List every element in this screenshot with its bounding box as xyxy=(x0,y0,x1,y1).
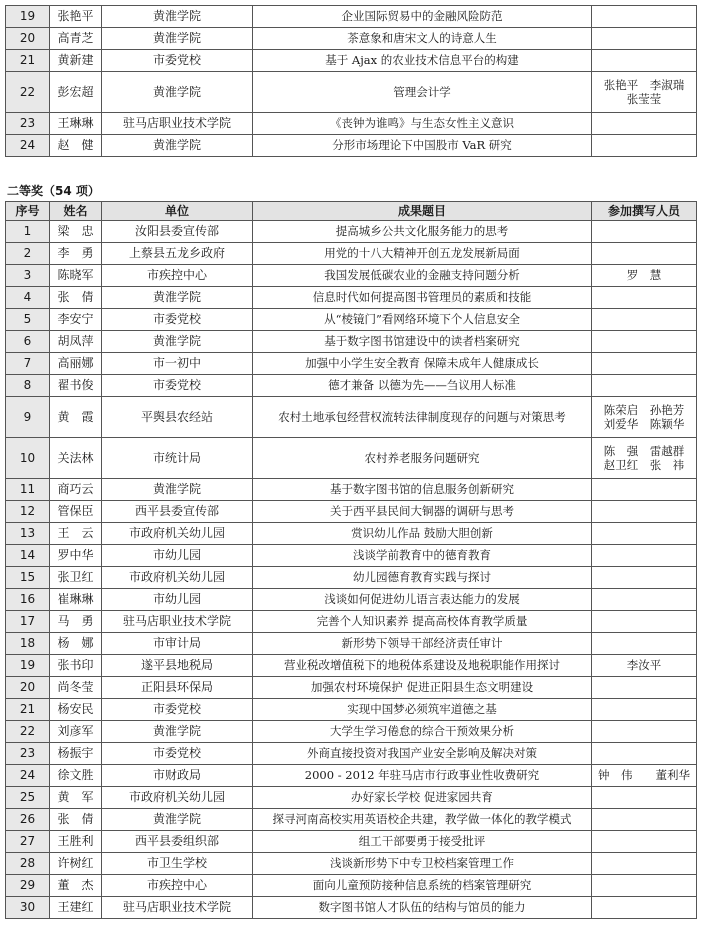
table-row xyxy=(6,809,697,831)
header-unit: 单位 xyxy=(102,202,253,221)
participants xyxy=(592,50,697,72)
work-title: 面向儿童预防接种信息系统的档案管理研究 xyxy=(253,875,592,897)
work-title: 营业税改增值税下的地税体系建设及地税职能作用探讨 xyxy=(253,655,592,677)
participants xyxy=(592,897,697,919)
row-number: 8 xyxy=(6,375,50,397)
work-title: 探寻河南高校实用英语校企共建，教学做一体化的教学模式 xyxy=(253,809,592,831)
row-number: 10 xyxy=(6,438,50,479)
author-unit: 平舆县农经站 xyxy=(102,397,253,438)
participant-line: 赵卫红 张 祎 xyxy=(603,458,685,472)
work-title: 企业国际贸易中的金融风险防范 xyxy=(253,6,592,28)
author-name: 马 勇 xyxy=(50,611,102,633)
author-unit: 黄淮学院 xyxy=(102,135,253,157)
author-name: 张书印 xyxy=(50,655,102,677)
table-row xyxy=(6,72,697,113)
author-unit: 市委党校 xyxy=(102,375,253,397)
header-name: 姓名 xyxy=(50,202,102,221)
participants xyxy=(592,831,697,853)
row-number: 22 xyxy=(6,72,50,113)
row-number: 7 xyxy=(6,353,50,375)
participant-line: 李汝平 xyxy=(626,658,662,673)
author-name: 陈晓军 xyxy=(50,265,102,287)
table-row xyxy=(6,135,697,157)
author-unit: 驻马店职业技术学院 xyxy=(102,113,253,135)
table-row xyxy=(6,243,697,265)
author-name: 刘彦军 xyxy=(50,721,102,743)
work-title: 组工干部要勇于接受批评 xyxy=(253,831,592,853)
work-title: 数字图书馆人才队伍的结构与馆员的能力 xyxy=(253,897,592,919)
participants xyxy=(592,479,697,501)
work-title: 加强中小学生安全教育 保障未成年人健康成长 xyxy=(253,353,592,375)
participant-line: 钟 伟 董利华 xyxy=(598,768,690,783)
author-name: 杨振宇 xyxy=(50,743,102,765)
row-number: 6 xyxy=(6,331,50,353)
row-number: 25 xyxy=(6,787,50,809)
table-row xyxy=(6,221,697,243)
participants xyxy=(592,809,697,831)
work-title: 新形势下领导干部经济责任审计 xyxy=(253,633,592,655)
participants xyxy=(592,287,697,309)
work-title: 浅谈新形势下中专卫校档案管理工作 xyxy=(253,853,592,875)
work-title: 基于数字图书馆建设中的读者档案研究 xyxy=(253,331,592,353)
author-unit: 驻马店职业技术学院 xyxy=(102,611,253,633)
participant-line: 陈荣启 孙艳芳 xyxy=(603,402,685,417)
author-unit: 市政府机关幼儿园 xyxy=(102,523,253,545)
participants xyxy=(592,699,697,721)
author-name: 胡凤萍 xyxy=(50,331,102,353)
participants xyxy=(592,331,697,353)
author-unit: 市统计局 xyxy=(102,438,253,479)
work-title: 《丧钟为谁鸣》与生态女性主义意识 xyxy=(253,113,592,135)
participant-line: 刘爱华 陈颖华 xyxy=(603,417,685,431)
author-name: 关法林 xyxy=(50,438,102,479)
author-unit: 黄淮学院 xyxy=(102,72,253,113)
table-row xyxy=(6,611,697,633)
header-participants: 参加撰写人员 xyxy=(592,202,697,221)
participants xyxy=(592,655,697,677)
author-unit: 市幼儿园 xyxy=(102,545,253,567)
row-number: 18 xyxy=(6,633,50,655)
work-title: 茶意象和唐宋文人的诗意人生 xyxy=(253,28,592,50)
participants xyxy=(592,875,697,897)
table-row xyxy=(6,331,697,353)
table-row xyxy=(6,765,697,787)
row-number: 17 xyxy=(6,611,50,633)
participants xyxy=(592,545,697,567)
table-row xyxy=(6,897,697,919)
author-name: 杨 娜 xyxy=(50,633,102,655)
row-number: 4 xyxy=(6,287,50,309)
author-name: 李安宁 xyxy=(50,309,102,331)
author-name: 彭宏超 xyxy=(50,72,102,113)
author-unit: 市审计局 xyxy=(102,633,253,655)
participants xyxy=(592,72,697,113)
author-unit: 西平县委宣传部 xyxy=(102,501,253,523)
second-prize-heading: 二等奖（54 项） xyxy=(7,184,100,198)
row-number: 22 xyxy=(6,721,50,743)
table-header-row xyxy=(6,202,697,221)
participants xyxy=(592,721,697,743)
author-name: 管保臣 xyxy=(50,501,102,523)
author-unit: 市幼儿园 xyxy=(102,589,253,611)
row-number: 14 xyxy=(6,545,50,567)
author-unit: 遂平县地税局 xyxy=(102,655,253,677)
table-row xyxy=(6,523,697,545)
award-table-first-prize-continued xyxy=(5,5,697,157)
author-name: 黄 军 xyxy=(50,787,102,809)
row-number: 30 xyxy=(6,897,50,919)
award-table-second-prize xyxy=(5,201,697,919)
author-name: 高青芝 xyxy=(50,28,102,50)
author-unit: 市政府机关幼儿园 xyxy=(102,567,253,589)
participants xyxy=(592,567,697,589)
row-number: 20 xyxy=(6,28,50,50)
table-row xyxy=(6,589,697,611)
author-name: 董 杰 xyxy=(50,875,102,897)
table-row xyxy=(6,699,697,721)
table-row xyxy=(6,6,697,28)
work-title: 外商直接投资对我国产业安全影响及解决对策 xyxy=(253,743,592,765)
row-number: 19 xyxy=(6,655,50,677)
participants xyxy=(592,243,697,265)
author-name: 张 倩 xyxy=(50,809,102,831)
author-name: 王琳琳 xyxy=(50,113,102,135)
participants xyxy=(592,28,697,50)
participant-line: 张艳平 李淑瑞 xyxy=(603,77,685,92)
author-name: 尚冬莹 xyxy=(50,677,102,699)
participants xyxy=(592,787,697,809)
author-name: 徐文胜 xyxy=(50,765,102,787)
table-row xyxy=(6,567,697,589)
work-title: 基于数字图书馆的信息服务创新研究 xyxy=(253,479,592,501)
table-row xyxy=(6,743,697,765)
work-title: 提高城乡公共文化服务能力的思考 xyxy=(253,221,592,243)
participants xyxy=(592,135,697,157)
work-title: 幼儿园德育教育实践与探讨 xyxy=(253,567,592,589)
author-name: 王建红 xyxy=(50,897,102,919)
work-title: 基于 Ajax 的农业技术信息平台的构建 xyxy=(253,50,592,72)
author-unit: 上蔡县五龙乡政府 xyxy=(102,243,253,265)
work-title: 关于西平县民间大铜器的调研与思考 xyxy=(253,501,592,523)
row-number: 24 xyxy=(6,765,50,787)
row-number: 21 xyxy=(6,699,50,721)
table-row xyxy=(6,50,697,72)
author-unit: 市卫生学校 xyxy=(102,853,253,875)
author-name: 高丽娜 xyxy=(50,353,102,375)
work-title: 从“棱镜门”看网络环境下个人信息安全 xyxy=(253,309,592,331)
row-number: 29 xyxy=(6,875,50,897)
participants xyxy=(592,375,697,397)
row-number: 19 xyxy=(6,6,50,28)
table-row xyxy=(6,479,697,501)
author-unit: 市委党校 xyxy=(102,50,253,72)
row-number: 16 xyxy=(6,589,50,611)
author-unit: 黄淮学院 xyxy=(102,479,253,501)
author-name: 黄新建 xyxy=(50,50,102,72)
table-row xyxy=(6,501,697,523)
row-number: 27 xyxy=(6,831,50,853)
participants xyxy=(592,677,697,699)
work-title: 我国发展低碳农业的金融支持问题分析 xyxy=(253,265,592,287)
participants xyxy=(592,611,697,633)
participants xyxy=(592,265,697,287)
work-title: 加强农村环境保护 促进正阳县生态文明建设 xyxy=(253,677,592,699)
author-name: 张艳平 xyxy=(50,6,102,28)
row-number: 13 xyxy=(6,523,50,545)
table-row xyxy=(6,787,697,809)
row-number: 1 xyxy=(6,221,50,243)
author-unit: 市疾控中心 xyxy=(102,265,253,287)
participants xyxy=(592,743,697,765)
author-unit: 驻马店职业技术学院 xyxy=(102,897,253,919)
table-row xyxy=(6,438,697,479)
author-name: 杨安民 xyxy=(50,699,102,721)
table-row xyxy=(6,265,697,287)
table-row xyxy=(6,545,697,567)
work-title: 大学生学习倦怠的综合干预效果分析 xyxy=(253,721,592,743)
row-number: 26 xyxy=(6,809,50,831)
table-row xyxy=(6,677,697,699)
header-title: 成果题目 xyxy=(253,202,592,221)
work-title: 浅谈学前教育中的德育教育 xyxy=(253,545,592,567)
author-unit: 市疾控中心 xyxy=(102,875,253,897)
author-name: 黄 霞 xyxy=(50,397,102,438)
participants xyxy=(592,589,697,611)
table-row xyxy=(6,831,697,853)
table-row xyxy=(6,397,697,438)
author-unit: 黄淮学院 xyxy=(102,331,253,353)
author-name: 张 倩 xyxy=(50,287,102,309)
row-number: 21 xyxy=(6,50,50,72)
author-unit: 市委党校 xyxy=(102,743,253,765)
work-title: 2000 - 2012 年驻马店市行政事业性收费研究 xyxy=(253,765,592,787)
author-unit: 西平县委组织部 xyxy=(102,831,253,853)
author-name: 王胜利 xyxy=(50,831,102,853)
participants xyxy=(592,221,697,243)
participant-line: 罗 慧 xyxy=(626,268,662,283)
author-name: 许树红 xyxy=(50,853,102,875)
header-no: 序号 xyxy=(6,202,50,221)
row-number: 9 xyxy=(6,397,50,438)
author-unit: 黄淮学院 xyxy=(102,287,253,309)
table-row xyxy=(6,113,697,135)
work-title: 赏识幼儿作品 鼓励大胆创新 xyxy=(253,523,592,545)
row-number: 23 xyxy=(6,113,50,135)
participants xyxy=(592,853,697,875)
participants xyxy=(592,523,697,545)
table-row xyxy=(6,853,697,875)
row-number: 12 xyxy=(6,501,50,523)
row-number: 5 xyxy=(6,309,50,331)
table-row xyxy=(6,28,697,50)
row-number: 24 xyxy=(6,135,50,157)
author-unit: 市委党校 xyxy=(102,699,253,721)
author-name: 李 勇 xyxy=(50,243,102,265)
table-row xyxy=(6,721,697,743)
row-number: 11 xyxy=(6,479,50,501)
work-title: 分形市场理论下中国股市 VaR 研究 xyxy=(253,135,592,157)
table-row xyxy=(6,287,697,309)
author-name: 赵 健 xyxy=(50,135,102,157)
work-title: 农村养老服务问题研究 xyxy=(253,438,592,479)
row-number: 3 xyxy=(6,265,50,287)
author-name: 王 云 xyxy=(50,523,102,545)
participants xyxy=(592,438,697,479)
table-row xyxy=(6,655,697,677)
author-unit: 正阳县环保局 xyxy=(102,677,253,699)
author-unit: 市政府机关幼儿园 xyxy=(102,787,253,809)
row-number: 23 xyxy=(6,743,50,765)
author-name: 崔琳琳 xyxy=(50,589,102,611)
work-title: 农村土地承包经营权流转法律制度现存的问题与对策思考 xyxy=(253,397,592,438)
author-unit: 黄淮学院 xyxy=(102,6,253,28)
author-unit: 市财政局 xyxy=(102,765,253,787)
participants xyxy=(592,6,697,28)
author-name: 张卫红 xyxy=(50,567,102,589)
author-unit: 黄淮学院 xyxy=(102,28,253,50)
author-name: 翟书俊 xyxy=(50,375,102,397)
author-unit: 市委党校 xyxy=(102,309,253,331)
work-title: 办好家长学校 促进家园共育 xyxy=(253,787,592,809)
work-title: 完善个人知识素养 提高高校体育教学质量 xyxy=(253,611,592,633)
participants xyxy=(592,633,697,655)
participants xyxy=(592,397,697,438)
author-unit: 黄淮学院 xyxy=(102,721,253,743)
table-row xyxy=(6,633,697,655)
work-title: 德才兼备 以德为先——刍议用人标准 xyxy=(253,375,592,397)
participants xyxy=(592,765,697,787)
author-name: 罗中华 xyxy=(50,545,102,567)
row-number: 28 xyxy=(6,853,50,875)
participant-line: 张莹莹 xyxy=(626,92,662,106)
row-number: 20 xyxy=(6,677,50,699)
work-title: 管理会计学 xyxy=(253,72,592,113)
work-title: 信息时代如何提高图书管理员的素质和技能 xyxy=(253,287,592,309)
table-row xyxy=(6,375,697,397)
work-title: 浅谈如何促进幼儿语言表达能力的发展 xyxy=(253,589,592,611)
participants xyxy=(592,113,697,135)
participants xyxy=(592,501,697,523)
table-row xyxy=(6,353,697,375)
work-title: 用党的十八大精神开创五龙发展新局面 xyxy=(253,243,592,265)
participants xyxy=(592,309,697,331)
author-name: 梁 忠 xyxy=(50,221,102,243)
author-unit: 汝阳县委宣传部 xyxy=(102,221,253,243)
row-number: 2 xyxy=(6,243,50,265)
participant-line: 陈 强 雷越群 xyxy=(603,443,685,458)
row-number: 15 xyxy=(6,567,50,589)
author-unit: 黄淮学院 xyxy=(102,809,253,831)
participants xyxy=(592,353,697,375)
author-unit: 市一初中 xyxy=(102,353,253,375)
table-row xyxy=(6,309,697,331)
work-title: 实现中国梦必须筑牢道德之基 xyxy=(253,699,592,721)
author-name: 商巧云 xyxy=(50,479,102,501)
table-row xyxy=(6,875,697,897)
